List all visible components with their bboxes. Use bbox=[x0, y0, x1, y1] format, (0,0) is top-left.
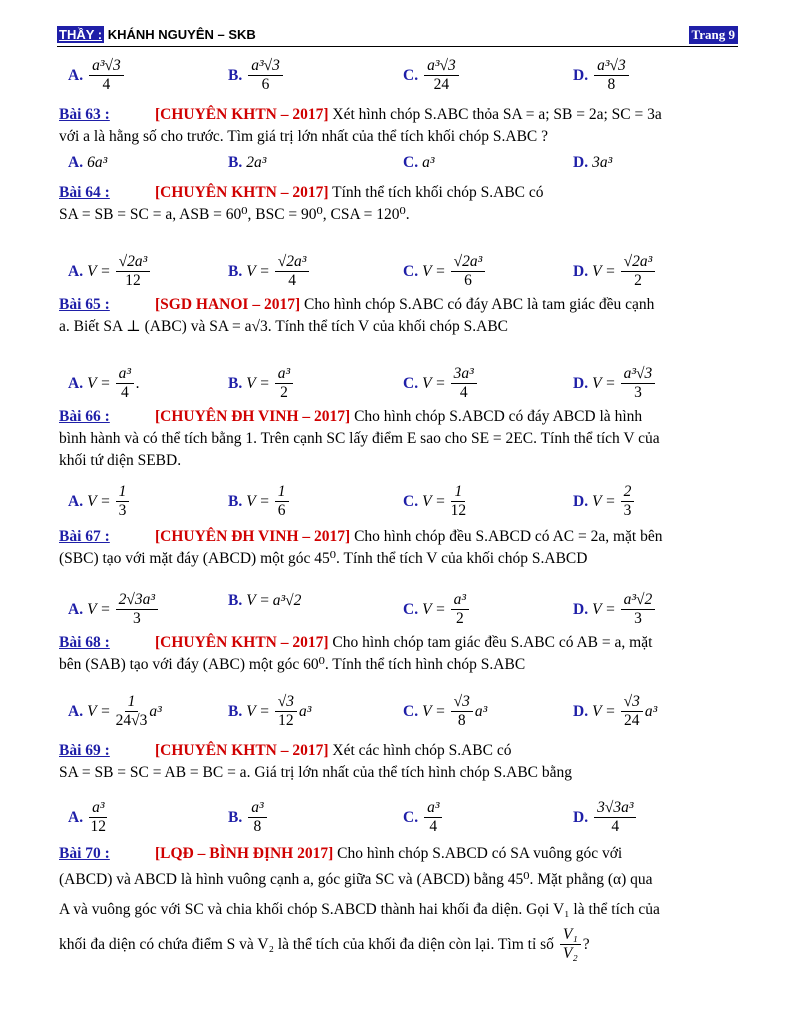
fraction-denominator: 4 bbox=[429, 818, 438, 836]
question-text-line: (ABCD) và ABCD là hình vuông cạnh a, góc giữa SC và (ABCD) bằng 45⁰. Mặt phẳng (α) qua bbox=[59, 871, 653, 888]
option-label: A. bbox=[68, 600, 84, 618]
option-label: B. bbox=[228, 262, 243, 280]
answer-option-b[interactable] bbox=[228, 592, 301, 610]
answer-option-d[interactable] bbox=[573, 592, 657, 628]
option-prefix: V = bbox=[592, 262, 616, 280]
question-text-line: với a là hằng số cho trước. Tìm giá trị lớn nhất của thể tích khối chóp S.ABC ? bbox=[59, 128, 548, 145]
fraction-numerator: a³ bbox=[116, 366, 134, 384]
option-label: B. bbox=[228, 66, 243, 84]
ratio-fraction bbox=[560, 927, 581, 963]
fraction-denominator: 12 bbox=[90, 818, 107, 836]
question-text: Cho hình chóp S.ABCD có đáy ABCD là hình bbox=[354, 408, 643, 425]
answer-option-c[interactable] bbox=[403, 800, 444, 836]
fraction-denominator: 2 bbox=[455, 610, 464, 628]
answer-option-b[interactable] bbox=[228, 154, 266, 172]
option-fraction bbox=[424, 58, 459, 94]
option-label: D. bbox=[573, 262, 589, 280]
option-prefix: V = bbox=[246, 374, 270, 392]
option-fraction bbox=[594, 800, 636, 836]
option-prefix: V = bbox=[422, 374, 446, 392]
option-label: A. bbox=[68, 492, 84, 510]
question-text-line: A và vuông góc với SC và chia khối chóp S.ABCD thành hai khối đa diện. Gọi V₁ là thể tích của bbox=[59, 901, 660, 918]
fraction-denominator: 12 bbox=[450, 502, 467, 520]
option-fraction bbox=[451, 484, 467, 520]
question-text: Tính thể tích khối chóp S.ABC có bbox=[332, 184, 544, 201]
fraction-denominator: 6 bbox=[464, 272, 472, 290]
fraction-numerator: √2a³ bbox=[116, 254, 151, 272]
answer-option-b[interactable] bbox=[228, 484, 291, 520]
question-number: Bài 70 : bbox=[59, 845, 110, 862]
option-fraction bbox=[594, 58, 629, 94]
answer-option-a[interactable] bbox=[68, 694, 162, 730]
question-4 bbox=[59, 406, 738, 472]
answer-option-d[interactable] bbox=[573, 154, 612, 172]
fraction-denominator: 4 bbox=[102, 76, 111, 94]
fraction-numerator: a³ bbox=[424, 800, 442, 818]
fraction-denominator: 12 bbox=[125, 272, 141, 290]
option-expression: a³ bbox=[422, 154, 435, 171]
question-5 bbox=[59, 526, 738, 570]
answer-option-d[interactable] bbox=[573, 254, 657, 290]
answer-option-a[interactable] bbox=[68, 58, 126, 94]
fraction-denominator: 3 bbox=[634, 384, 642, 402]
answer-option-b[interactable] bbox=[228, 254, 311, 290]
ratio-numerator: V₁ bbox=[560, 927, 581, 945]
question-mark: ? bbox=[582, 935, 590, 953]
fraction-numerator: √2a³ bbox=[621, 254, 656, 272]
option-fraction bbox=[116, 484, 130, 520]
question-text: khối đa diện có chứa điểm S và V₂ là thể tích của khối đa diện còn lại. Tìm tỉ số bbox=[59, 935, 554, 953]
fraction-numerator: 2√3a³ bbox=[116, 592, 158, 610]
answer-option-b[interactable] bbox=[228, 800, 269, 836]
option-prefix: V = bbox=[592, 492, 616, 510]
question-line bbox=[59, 104, 738, 126]
fraction-numerator: a³√3 bbox=[621, 366, 656, 384]
question-source: [CHUYÊN ĐH VINH – 2017] bbox=[155, 528, 351, 545]
question-2 bbox=[59, 182, 738, 226]
question-1 bbox=[59, 104, 738, 148]
answer-option-d[interactable] bbox=[573, 800, 638, 836]
option-fraction bbox=[116, 592, 158, 628]
fraction-numerator: 3√3a³ bbox=[594, 800, 636, 818]
option-label: D. bbox=[573, 600, 589, 618]
fraction-denominator: 24 bbox=[623, 712, 640, 730]
fraction-denominator: 2 bbox=[280, 384, 288, 402]
option-fraction bbox=[621, 254, 656, 290]
question-text: Cho hình chóp tam giác đều S.ABC có AB = a, mặt bbox=[332, 634, 653, 651]
question-source: [CHUYÊN KHTN – 2017] bbox=[155, 106, 329, 123]
option-suffix: . bbox=[136, 374, 140, 392]
question-number: Bài 64 : bbox=[59, 184, 110, 201]
option-fraction bbox=[116, 694, 148, 730]
option-fraction bbox=[621, 592, 656, 628]
option-fraction bbox=[451, 592, 469, 628]
option-label: C. bbox=[403, 808, 419, 826]
fraction-numerator: a³√3 bbox=[594, 58, 629, 76]
question-text-line: bên (SAB) tạo với đáy (ABC) một góc 60⁰. Tính thể tích hình chóp S.ABC bbox=[59, 656, 526, 673]
fraction-denominator: 12 bbox=[278, 712, 294, 730]
answer-option-b[interactable] bbox=[228, 58, 285, 94]
option-label: C. bbox=[403, 702, 419, 720]
question-line bbox=[59, 843, 738, 865]
option-fraction bbox=[451, 694, 473, 730]
question-text: Cho hình chóp S.ABC có đáy ABC là tam giác đều cạnh bbox=[303, 296, 655, 313]
option-fraction bbox=[621, 694, 643, 730]
answer-option-a[interactable] bbox=[68, 592, 160, 628]
fraction-denominator: 3 bbox=[118, 502, 127, 520]
option-expression: a³√2 bbox=[272, 592, 302, 609]
option-label: A. bbox=[68, 702, 84, 720]
fraction-numerator: 1 bbox=[275, 484, 289, 502]
answer-option-a[interactable] bbox=[68, 154, 107, 172]
fraction-denominator: 24√3 bbox=[115, 712, 148, 730]
fraction-numerator: √3 bbox=[621, 694, 643, 712]
question-number: Bài 67 : bbox=[59, 528, 110, 545]
option-label: D. bbox=[573, 808, 589, 826]
option-prefix: V = bbox=[422, 262, 446, 280]
question-text-line: a. Biết SA ⊥ (ABC) và SA = a√3. Tính thể tích V của khối chóp S.ABC bbox=[59, 318, 509, 335]
fraction-numerator: a³√3 bbox=[89, 58, 124, 76]
option-prefix: V = bbox=[87, 262, 111, 280]
question-8 bbox=[59, 843, 738, 963]
question-text: Xét các hình chóp S.ABC có bbox=[332, 742, 512, 759]
option-suffix: a³ bbox=[474, 702, 488, 720]
fraction-numerator: √3 bbox=[451, 694, 473, 712]
question-line bbox=[59, 740, 738, 762]
answer-option-d[interactable] bbox=[573, 58, 631, 94]
question-line bbox=[59, 182, 738, 204]
option-expression: 6a³ bbox=[87, 154, 108, 171]
option-fraction bbox=[621, 366, 656, 402]
question-line bbox=[59, 406, 738, 428]
question-text-line: (SBC) tạo với mặt đáy (ABCD) một góc 45⁰. Tính thể tích V của khối chóp S.ABCD bbox=[59, 550, 588, 567]
option-label: B. bbox=[228, 374, 243, 392]
header-teacher-name: KHÁNH NGUYÊN – SKB bbox=[107, 27, 256, 42]
option-label: B. bbox=[228, 702, 243, 720]
option-prefix: V = bbox=[592, 702, 616, 720]
option-fraction bbox=[116, 366, 134, 402]
option-prefix: V = bbox=[246, 262, 270, 280]
fraction-numerator: a³√3 bbox=[424, 58, 459, 76]
question-source: [CHUYÊN ĐH VINH – 2017] bbox=[155, 408, 351, 425]
fraction-numerator: √3 bbox=[275, 694, 297, 712]
option-label: D. bbox=[573, 374, 589, 392]
option-label: B. bbox=[228, 592, 243, 609]
fraction-numerator: a³ bbox=[451, 592, 469, 610]
option-fraction bbox=[451, 366, 477, 402]
option-fraction bbox=[451, 254, 486, 290]
question-number: Bài 65 : bbox=[59, 296, 110, 313]
option-fraction bbox=[89, 800, 107, 836]
option-fraction bbox=[248, 800, 266, 836]
answer-option-b[interactable] bbox=[228, 694, 311, 730]
option-prefix: V = bbox=[246, 702, 270, 720]
option-label: B. bbox=[228, 808, 243, 826]
question-source: [LQĐ – BÌNH ĐỊNH 2017] bbox=[155, 845, 334, 862]
fraction-denominator: 4 bbox=[288, 272, 296, 290]
option-prefix: V = bbox=[246, 492, 270, 510]
question-text-line: SA = SB = SC = a, ASB = 60⁰, BSC = 90⁰, CSA = 120⁰. bbox=[59, 206, 410, 223]
fraction-numerator: 1 bbox=[451, 484, 465, 502]
fraction-numerator: √2a³ bbox=[451, 254, 486, 272]
option-label: C. bbox=[403, 492, 419, 510]
fraction-denominator: 2 bbox=[634, 272, 642, 290]
fraction-numerator: a³ bbox=[89, 800, 107, 818]
option-prefix: V = bbox=[592, 600, 616, 618]
option-prefix: V = bbox=[422, 492, 446, 510]
fraction-numerator: a³ bbox=[275, 366, 293, 384]
fraction-numerator: a³√3 bbox=[248, 58, 283, 76]
answer-option-a[interactable] bbox=[68, 366, 140, 402]
fraction-numerator: 3a³ bbox=[451, 366, 477, 384]
option-label: A. bbox=[68, 808, 84, 826]
option-prefix: V = bbox=[87, 374, 111, 392]
answer-option-d[interactable] bbox=[573, 366, 657, 402]
option-prefix: V = bbox=[87, 600, 111, 618]
answer-option-c[interactable] bbox=[403, 484, 468, 520]
option-prefix: V = bbox=[422, 702, 446, 720]
option-label: A. bbox=[68, 374, 84, 392]
option-label: A. bbox=[68, 262, 84, 280]
question-text-line bbox=[59, 927, 738, 963]
answer-option-c[interactable] bbox=[403, 694, 487, 730]
fraction-numerator: √2a³ bbox=[275, 254, 310, 272]
option-fraction bbox=[275, 254, 310, 290]
option-label: A. bbox=[68, 154, 84, 171]
fraction-denominator: 6 bbox=[277, 502, 286, 520]
question-source: [SGD HANOI – 2017] bbox=[155, 296, 301, 313]
option-suffix: a³ bbox=[149, 702, 162, 720]
question-number: Bài 69 : bbox=[59, 742, 110, 759]
ratio-denominator: V₂ bbox=[562, 945, 578, 963]
option-fraction bbox=[424, 800, 442, 836]
option-label: C. bbox=[403, 154, 419, 171]
option-label: B. bbox=[228, 492, 243, 510]
option-label: C. bbox=[403, 262, 419, 280]
question-text-line: khối tứ diện SEBD. bbox=[59, 452, 182, 469]
fraction-numerator: 2 bbox=[621, 484, 635, 502]
fraction-denominator: 8 bbox=[607, 76, 616, 94]
option-label: C. bbox=[403, 374, 419, 392]
answer-option-a[interactable] bbox=[68, 484, 131, 520]
option-label: B. bbox=[228, 154, 243, 171]
fraction-denominator: 3 bbox=[623, 502, 632, 520]
question-number: Bài 63 : bbox=[59, 106, 110, 123]
option-suffix: a³ bbox=[299, 702, 312, 720]
question-source: [CHUYÊN KHTN – 2017] bbox=[155, 634, 329, 651]
option-label: A. bbox=[68, 66, 84, 84]
answer-option-c[interactable] bbox=[403, 154, 434, 172]
answer-option-d[interactable] bbox=[573, 484, 636, 520]
question-3 bbox=[59, 294, 738, 338]
answer-option-a[interactable] bbox=[68, 800, 109, 836]
question-text-line: bình hành và có thể tích bằng 1. Trên cạnh SC lấy điểm E sao cho SE = 2EC. Tính thể tích V của bbox=[59, 430, 660, 447]
option-prefix: V = bbox=[246, 592, 270, 609]
question-line bbox=[59, 526, 738, 548]
page-header bbox=[57, 24, 738, 47]
question-text-line: SA = SB = SC = AB = BC = a. Giá trị lớn nhất của thể tích hình chóp S.ABC bằng bbox=[59, 764, 573, 781]
option-label: D. bbox=[573, 66, 589, 84]
question-source: [CHUYÊN KHTN – 2017] bbox=[155, 742, 329, 759]
fraction-denominator: 4 bbox=[120, 384, 129, 402]
option-fraction bbox=[116, 254, 151, 290]
fraction-denominator: 6 bbox=[261, 76, 270, 94]
question-text: Cho hình chóp đều S.ABCD có AC = 2a, mặt bên bbox=[354, 528, 663, 545]
option-label: D. bbox=[573, 492, 589, 510]
question-number: Bài 68 : bbox=[59, 634, 110, 651]
option-label: C. bbox=[403, 600, 419, 618]
question-source: [CHUYÊN KHTN – 2017] bbox=[155, 184, 329, 201]
question-line bbox=[59, 632, 738, 654]
question-number: Bài 66 : bbox=[59, 408, 110, 425]
fraction-denominator: 24 bbox=[433, 76, 450, 94]
question-text: Cho hình chóp S.ABCD có SA vuông góc với bbox=[337, 845, 623, 862]
answer-option-c[interactable] bbox=[403, 366, 479, 402]
option-suffix: a³ bbox=[644, 702, 658, 720]
answer-option-b[interactable] bbox=[228, 366, 295, 402]
option-fraction bbox=[275, 484, 289, 520]
option-fraction bbox=[89, 58, 124, 94]
question-line bbox=[59, 294, 738, 316]
option-prefix: V = bbox=[87, 702, 111, 720]
fraction-numerator: a³√2 bbox=[621, 592, 656, 610]
answer-option-c[interactable] bbox=[403, 592, 471, 628]
fraction-numerator: a³ bbox=[248, 800, 266, 818]
option-fraction bbox=[248, 58, 283, 94]
question-7 bbox=[59, 740, 738, 784]
fraction-numerator: 1 bbox=[116, 484, 130, 502]
option-expression: 3a³ bbox=[592, 154, 613, 171]
answer-option-d[interactable] bbox=[573, 694, 657, 730]
header-author bbox=[57, 27, 256, 42]
option-prefix: V = bbox=[592, 374, 616, 392]
answer-option-c[interactable] bbox=[403, 58, 461, 94]
fraction-denominator: 4 bbox=[611, 818, 620, 836]
answer-option-c[interactable] bbox=[403, 254, 487, 290]
option-label: D. bbox=[573, 154, 589, 171]
fraction-denominator: 8 bbox=[253, 818, 262, 836]
question-text: Xét hình chóp S.ABC thỏa SA = a; SB = 2a; SC = 3a bbox=[332, 106, 662, 123]
option-fraction bbox=[621, 484, 635, 520]
option-fraction bbox=[275, 366, 293, 402]
fraction-denominator: 3 bbox=[634, 610, 642, 628]
option-expression: 2a³ bbox=[246, 154, 267, 171]
fraction-denominator: 4 bbox=[459, 384, 468, 402]
option-prefix: V = bbox=[422, 600, 446, 618]
fraction-denominator: 3 bbox=[132, 610, 141, 628]
option-label: D. bbox=[573, 702, 589, 720]
answer-option-a[interactable] bbox=[68, 254, 152, 290]
option-fraction bbox=[275, 694, 297, 730]
question-6 bbox=[59, 632, 738, 676]
option-label: C. bbox=[403, 66, 419, 84]
fraction-numerator: 1 bbox=[125, 694, 139, 712]
fraction-denominator: 8 bbox=[457, 712, 466, 730]
page-number: Trang 9 bbox=[689, 26, 738, 44]
option-prefix: V = bbox=[87, 492, 111, 510]
header-teacher-label: THẦY : bbox=[59, 27, 103, 42]
